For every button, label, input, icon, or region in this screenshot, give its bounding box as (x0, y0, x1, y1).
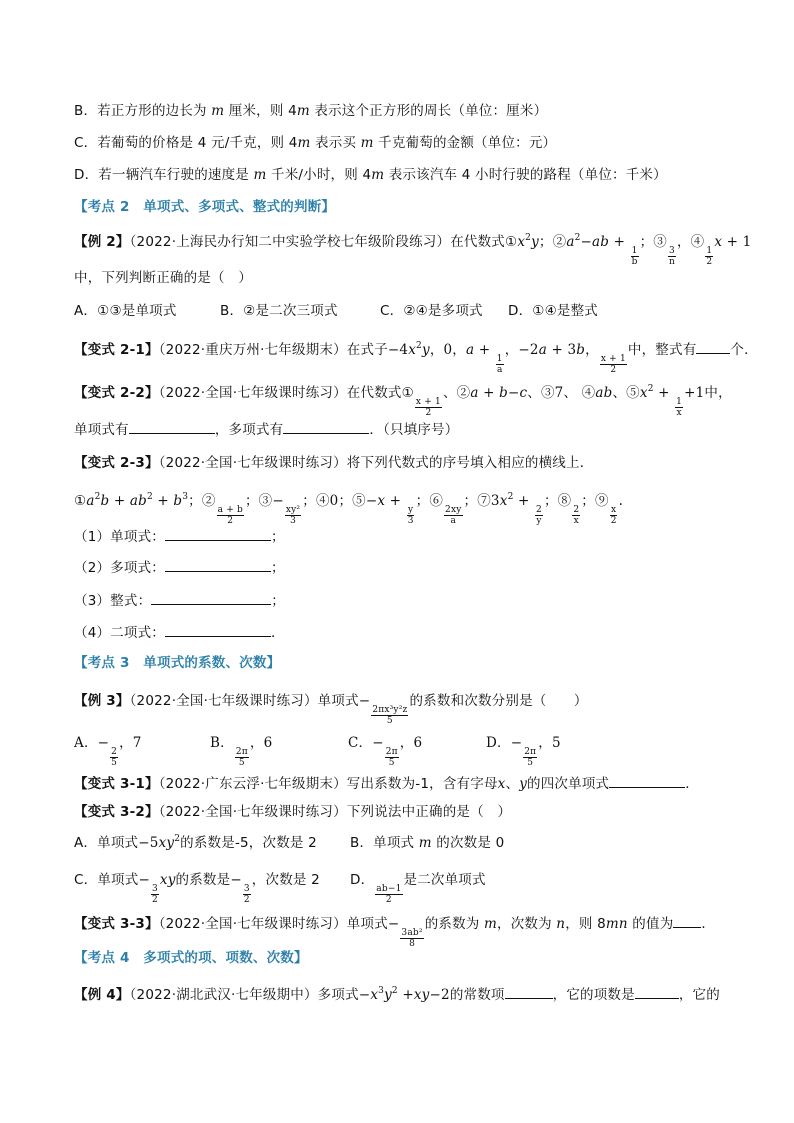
option-b-line: B．若正方形的边长为 m 厘米，则 4m 表示这个正方形的周长（单位：厘米） (74, 103, 548, 119)
example-3-question: 【例 3】（2022·全国·七年级课时练习）单项式− $\frac{\text{2πx³y²z}}{5}$ 的系数和次数分别是（ ） (74, 693, 588, 726)
section-heading-3: 【考点 3 单项式的系数、次数】 (74, 655, 281, 671)
section-heading-2: 【考点 2 单项式、多项式、整式的判断】 (74, 199, 336, 215)
variant-3-2: 【变式 3-2】（2022·全国·七年级课时练习）下列说法中正确的是（ ） (74, 804, 512, 820)
variant-3-2-cd: C．单项式− $\frac{3}{2}$ xy的系数是− $\frac{3}{2}$ ，次数是 2 D． $\frac{ab-1}{2}$ 是二次单项式 (74, 872, 486, 905)
example-2-options: A．①③是单项式 B．②是二次三项式 C．②④是多项式 D．①④是整式 (74, 303, 599, 319)
example-3-options: A．− $\frac{2}{5}$ ，7 B． $\frac{2\pi}{5}$ ，6 C．− $\frac{2\pi}{5}$ ，6 D．− $\frac{2\pi}{5}$ ，5 (74, 735, 561, 768)
variant-3-1: 【变式 3-1】（2022·广东云浮·七年级期末）写出系数为-1，含有字母x、y的四次单项式 ． (74, 773, 699, 794)
blank-line-3: （3）整式： ； (74, 590, 285, 611)
variant-2-3-expressions: $①a^2b + ab^2 + b^3$；② $\frac{a + b}{2}$ ；③− $\frac{\text{xy²}}{3}$ ；④0；⑤−x + $\frac{y}{3}$ ；⑥ $\frac{2xy}{a}$ ；$⑦3x^2$ + $\frac{2}{y}$ ；⑧ $\frac{2}{x}$ ；⑨ $\frac{x}{2}$ . (74, 492, 624, 526)
variant-2-3: 【变式 2-3】（2022·全国·七年级课时练习）将下列代数式的序号填入相应的横线上． (74, 455, 594, 471)
example-2-question-cont: 中，下列判断正确的是（ ） (74, 270, 253, 286)
variant-3-2-ab: A．单项式$-5xy^2$的系数是-5，次数是 2 B．单项式 m 的次数是 0 (74, 834, 505, 851)
answer-blank[interactable] (151, 590, 271, 605)
option-c-line: C．若葡萄的价格是 4 元/千克，则 4m 表示买 m 千克葡萄的金额（单位：元） (74, 135, 557, 151)
polynomial-blank[interactable] (283, 419, 369, 434)
blank-line-4: （4）二项式： ． (74, 622, 285, 643)
monomial-blank[interactable] (129, 419, 215, 434)
variant-2-2: 【变式 2-2】（2022·全国·七年级课时练习）在代数式① $\frac{x + 1}{2}$ 、②a + b−c、③7、 ④ab、$⑤x^2$ + $\frac{1}{x}$ +1中， (74, 384, 732, 418)
section-heading-4: 【考点 4 多项式的项、项数、次数】 (74, 950, 308, 966)
answer-blank[interactable] (635, 984, 679, 999)
answer-blank[interactable] (696, 339, 730, 354)
blank-line-2: （2）多项式： ； (74, 557, 285, 578)
option-d-line: D．若一辆汽车行驶的速度是 m 千米/小时，则 4m 表示该汽车 4 小时行驶的路程（单位：千米） (74, 167, 667, 183)
example-4-question: 【例 4】（2022·湖北武汉·七年级期中）多项式$-x^3y^2 +xy-2$的常数项 ，它的项数是 ，它的 (74, 986, 720, 1003)
example-2-question: 【例 2】（2022·上海民办行知二中实验学校七年级阶段练习）在代数式$①x^2y$；$②a^2-ab$ + $\frac{1}{b}$ ；③ $\frac{3}{n}$ ，④ $\frac{1}{2}$ x + 1 (74, 233, 752, 267)
variant-3-3: 【变式 3-3】（2022·全国·七年级课时练习）单项式− $\frac{\text{3ab²}}{8}$ 的系数为 m，次数为 n，则 8mn 的值为 ． (74, 913, 715, 949)
variant-2-2-blanks: 单项式有 ，多项式有 ．（只填序号） (74, 419, 458, 440)
answer-blank[interactable] (165, 622, 271, 637)
variant-2-1: 【变式 2-1】（2022·重庆万州·七年级期末）在式子$-4x^2y$，0，a + $\frac{1}{a}$ ，−2a + 3b， $\frac{x + 1}{2}$ 中，整式有 个． (74, 341, 758, 375)
answer-blank[interactable] (673, 913, 701, 928)
answer-blank[interactable] (609, 773, 685, 788)
answer-blank[interactable] (505, 984, 553, 999)
answer-blank[interactable] (165, 557, 271, 572)
answer-blank[interactable] (165, 526, 271, 541)
blank-line-1: （1）单项式： ； (74, 526, 285, 547)
